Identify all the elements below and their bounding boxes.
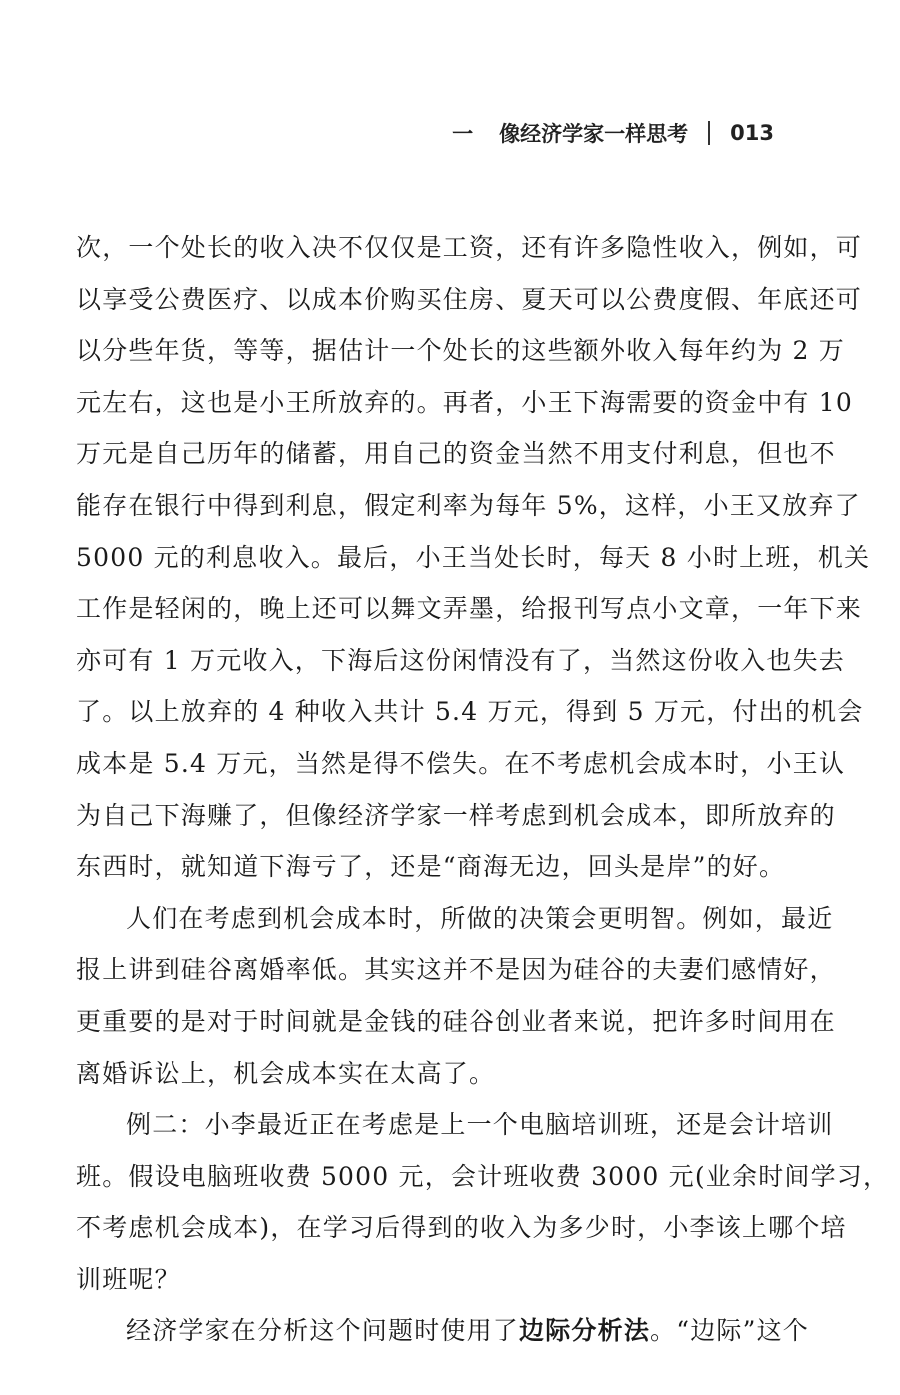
paragraph-start-line: 人们在考虑到机会成本时，所做的决策会更明智。例如，最近 <box>126 903 834 933</box>
text-line: 次，一个处长的收入决不仅仅是工资，还有许多隐性收入，例如，可 <box>76 233 863 262</box>
chapter-title: 像经济学家一样思考 <box>499 122 689 146</box>
paragraph-start-line <box>76 1305 809 1357</box>
text-line: 成本是 5.4 万元，当然是得不偿失。在不考虑机会成本时，小王认 <box>76 748 846 778</box>
text-line: 更重要的是对于时间就是金钱的硅谷创业者来说，把许多时间用在 <box>76 1006 836 1036</box>
paragraph-start-line: 例二：小李最近正在考虑是上一个电脑培训班，还是会计培训 <box>126 1110 834 1140</box>
text-line: 以享受公费医疗、以成本价购买住房、夏天可以公费度假、年底还可 <box>76 284 863 314</box>
header-separator <box>708 121 710 145</box>
text-line: 班。假设电脑班收费 5000 元，会计班收费 3000 元(业余时间学习， <box>76 1161 890 1191</box>
text-line: 5000 元的利息收入。最后，小王当处长时，每天 8 小时上班，机关 <box>76 542 871 572</box>
text-line: 为自己下海赚了，但像经济学家一样考虑到机会成本，即所放弃的 <box>76 800 836 830</box>
text-line: 工作是轻闲的，晚上还可以舞文弄墨，给报刊写点小文章，一年下来 <box>76 594 863 624</box>
text-line: 以分些年货，等等，据估计一个处长的这些额外收入每年约为 2 万 <box>76 336 846 366</box>
text-line: 不考虑机会成本)，在学习后得到的收入为多少时，小李该上哪个培 <box>76 1213 847 1243</box>
text-line: 训班呢？ <box>76 1264 181 1294</box>
text-line: 报上讲到硅谷离婚率低。其实这并不是因为硅谷的夫妻们感情好， <box>76 955 836 985</box>
text-line: 能存在银行中得到利息，假定利率为每年 5%，这样，小王又放弃了 <box>76 490 861 520</box>
text-segment: 。“边际”这个 <box>650 1316 809 1346</box>
text-line: 离婚诉讼上，机会成本实在太高了。 <box>76 1058 496 1088</box>
text-line: 东西时，就知道下海亏了，还是“商海无边，回头是岸”的好。 <box>76 852 786 882</box>
text-line: 了。以上放弃的 4 种收入共计 5.4 万元，得到 5 万元，付出的机会 <box>76 697 864 727</box>
bold-term: 边际分析法 <box>519 1316 651 1346</box>
text-line: 万元是自己历年的储蓄，用自己的资金当然不用支付利息，但也不 <box>76 439 836 469</box>
text-line: 亦可有 1 万元收入，下海后这份闲情没有了，当然这份收入也失去 <box>76 645 846 675</box>
header-dash: 一 <box>452 122 474 146</box>
running-header <box>452 118 774 148</box>
text-segment: 经济学家在分析这个问题时使用了 <box>126 1316 520 1346</box>
body-text <box>76 222 890 1357</box>
page-number: 013 <box>730 121 774 145</box>
text-line: 元左右，这也是小王所放弃的。再者，小王下海需要的资金中有 10 <box>76 387 853 417</box>
